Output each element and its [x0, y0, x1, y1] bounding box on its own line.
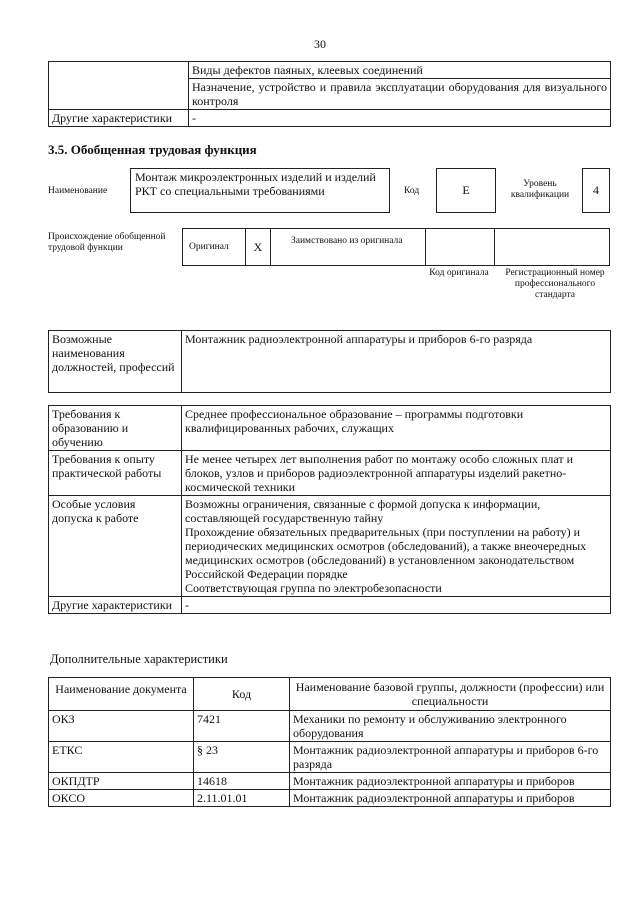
table-row: [49, 331, 611, 393]
requirement-value: [182, 597, 611, 614]
table-row: [49, 496, 611, 597]
code-caption: Код оригинала: [429, 268, 489, 278]
cell-code: 7421: [194, 711, 290, 742]
code-label: Код: [404, 186, 420, 196]
reg-caption: Регистрационный номер профессионального стандарта: [505, 268, 605, 300]
table-row: [49, 790, 611, 807]
requirements-table: [48, 405, 611, 614]
requirement-line: Соответствующая группа по электробезопасности: [185, 581, 442, 595]
table-row: [49, 451, 611, 496]
cell-doc: ЕТКС: [49, 742, 194, 773]
requirement-label: Другие характеристики: [49, 597, 182, 614]
requirement-line: Среднее профессиональное образование – программы подготовки квалифицированных рабочих, служащих: [185, 407, 524, 435]
requirement-value: [182, 406, 611, 451]
table-cell-label: Другие характеристики: [49, 110, 189, 127]
requirement-line: -: [185, 598, 189, 612]
cell-code: 14618: [194, 773, 290, 790]
original-mark: X: [245, 228, 271, 266]
table-cell-value: Назначение, устройство и правила эксплуатации оборудования для визуального контроля: [189, 79, 611, 110]
requirement-label: Особые условия допуска к работе: [49, 496, 182, 597]
positions-table: [48, 330, 611, 393]
requirement-label: Требования к опыту практической работы: [49, 451, 182, 496]
cell-doc: ОКСО: [49, 790, 194, 807]
table-row: [49, 597, 611, 614]
requirement-value: [182, 496, 611, 597]
positions-value: Монтажник радиоэлектронной аппаратуры и приборов 6-го разряда: [182, 331, 611, 393]
original-label: Оригинал: [189, 242, 229, 252]
additional-title: Дополнительные характеристики: [50, 652, 228, 666]
origin-label: Происхождение обобщенной трудовой функции: [48, 232, 166, 253]
header-doc: Наименование документа: [49, 678, 194, 711]
positions-label: Возможные наименования должностей, профессий: [49, 331, 182, 393]
requirement-line: Возможны ограничения, связанные с формой допуска к информации, составляющей государственную тайну: [185, 497, 541, 525]
table-row: [49, 79, 611, 110]
top-table: [48, 61, 611, 127]
table-row: [49, 711, 611, 742]
cell-code: 2.11.01.01: [194, 790, 290, 807]
cell-name: Монтажник радиоэлектронной аппаратуры и приборов: [290, 773, 611, 790]
requirement-value: [182, 451, 611, 496]
table-row: [49, 62, 611, 79]
cell-code: § 23: [194, 742, 290, 773]
borrowed-label: Заимствовано из оригинала: [291, 236, 403, 246]
name-value: Монтаж микроэлектронных изделий и изделий РКТ со специальными требованиями: [130, 168, 390, 213]
origin-box: [182, 228, 610, 266]
original-code-box: [425, 228, 495, 266]
table-header-row: [49, 678, 611, 711]
header-code: Код: [194, 678, 290, 711]
cell-name: Монтажник радиоэлектронной аппаратуры и приборов: [290, 790, 611, 807]
table-row: [49, 773, 611, 790]
name-label: Наименование: [48, 186, 108, 196]
table-cell-value: Виды дефектов паяных, клеевых соединений: [189, 62, 611, 79]
level-value: 4: [582, 168, 610, 213]
additional-table: [48, 677, 611, 807]
table-row: [49, 110, 611, 127]
requirement-line: Прохождение обязательных предварительных (при поступлении на работу) и периодических медицинских осмотров (обследований), а также внеочередных медицинских осмотров (обследований) в установленном законодательством Российской Федерации порядке: [185, 525, 587, 581]
requirement-label: Требования к образованию и обучению: [49, 406, 182, 451]
code-value: E: [436, 168, 496, 213]
table-cell-label: [49, 79, 189, 110]
cell-name: Механики по ремонту и обслуживанию электронного оборудования: [290, 711, 611, 742]
table-row: [49, 406, 611, 451]
header-name: Наименование базовой группы, должности (профессии) или специальности: [290, 678, 611, 711]
table-cell-value: -: [189, 110, 611, 127]
table-cell-label: [49, 62, 189, 79]
cell-name: Монтажник радиоэлектронной аппаратуры и приборов 6-го разряда: [290, 742, 611, 773]
table-row: [49, 742, 611, 773]
page-number: 30: [314, 37, 326, 51]
cell-doc: ОКЗ: [49, 711, 194, 742]
level-label: Уровень квалификации: [510, 179, 570, 200]
cell-doc: ОКПДТР: [49, 773, 194, 790]
requirement-line: Не менее четырех лет выполнения работ по монтажу особо сложных плат и блоков, узлов и приборов радиоэлектронной аппаратуры изделий ракетно-космической техники: [185, 452, 574, 494]
section-title: 3.5. Обобщенная трудовая функция: [48, 142, 257, 157]
